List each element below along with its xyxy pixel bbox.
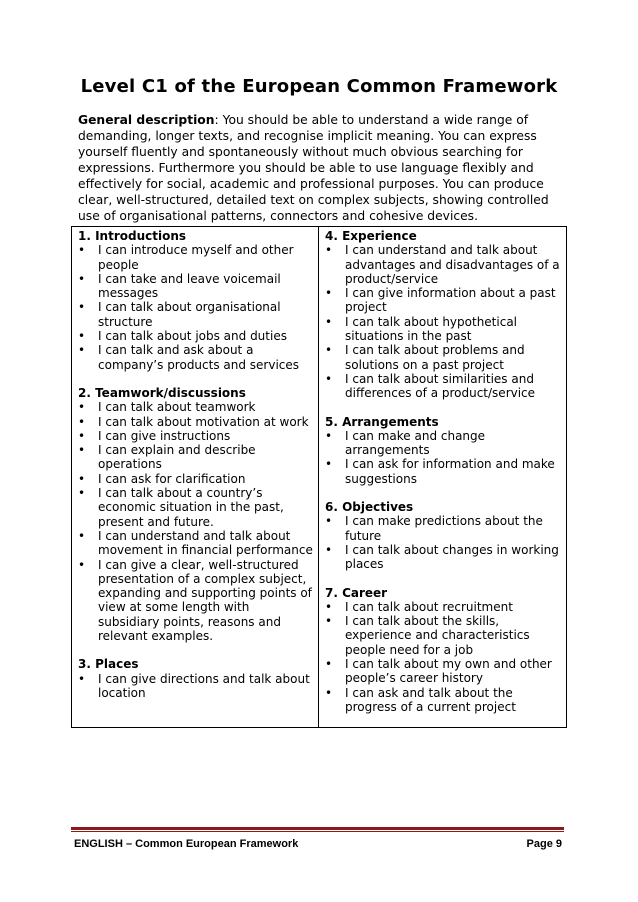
item-list [78,672,313,701]
section-experience [325,229,561,401]
list-item: • I can talk about teamwork [78,400,313,414]
list-item: • I can talk about organisational structure [78,300,313,329]
item-list [325,429,561,486]
list-item: • I can ask and talk about the progress of a current project [325,686,561,715]
list-item: • I can introduce myself and other people [78,243,313,272]
list-item: • I can ask for information and make suggestions [325,457,561,486]
description-text: : You should be able to understand a wide range of demanding, longer texts, and recognise implicit meaning. You can express yourself fluently and spontaneously without much obvious searching for expressions. Furthermore you should be able to use language flexibly and effectively for social, academic and professional purposes. You can produce clear, well-structured, detailed text on complex subjects, showing controlled use of organisational patterns, connectors and cohesive devices. [78,113,549,223]
list-item: • I can make predictions about the future [325,514,561,543]
list-item: • I can give information about a past project [325,286,561,315]
list-item: • I can explain and describe operations [78,443,313,472]
section-objectives [325,500,561,571]
list-item: • I can talk about a country’s economic situation in the past, present and future. [78,486,313,529]
page-footer [74,838,562,850]
list-item: • I can ask for clarification [78,472,313,486]
item-list [78,243,313,372]
footer-title: ENGLISH – Common European Framework [74,838,299,850]
list-item: • I can give a clear, well-structured presentation of a complex subject, expanding and supporting points of view at some length with subsidiary points, reasons and relevant examples. [78,558,313,644]
page-title: Level C1 of the European Common Framework [80,76,558,97]
can-do-table [71,226,567,728]
list-item: • I can make and change arrangements [325,429,561,458]
section-arrangements [325,415,561,486]
list-item: • I can give instructions [78,429,313,443]
list-item: • I can talk about recruitment [325,600,561,614]
section-career [325,586,561,715]
list-item: • I can talk about hypothetical situations in the past [325,315,561,344]
description-label: General description [78,113,215,127]
general-description [78,112,568,224]
list-item: • I can talk about my own and other people’s career history [325,657,561,686]
list-item: • I can give directions and talk about location [78,672,313,701]
item-list [78,400,313,643]
item-list [325,514,561,571]
section-heading: 1. Introductions [78,229,187,243]
section-teamwork [78,386,313,643]
right-column [319,227,566,727]
section-heading: 3. Places [78,657,139,672]
item-list [325,243,561,400]
section-heading: 2. Teamwork/discussions [78,385,246,400]
list-item: • I can talk about changes in working places [325,543,561,572]
section-introductions [78,229,313,372]
list-item: • I can talk about jobs and duties [78,329,313,343]
list-item: • I can talk and ask about a company’s products and services [78,343,313,372]
list-item: • I can talk about problems and solutions on a past project [325,343,561,372]
section-heading: 6. Objectives [325,500,414,515]
footer-rule-thin [71,831,564,832]
list-item: • I can take and leave voicemail messages [78,272,313,301]
section-heading: 5. Arrangements [325,414,439,429]
footer-rule [71,827,564,830]
list-item: • I can understand and talk about movement in financial performance [78,529,313,558]
list-item: • I can understand and talk about advantages and disadvantages of a product/service [325,243,561,286]
list-item: • I can talk about motivation at work [78,415,313,429]
section-places [78,657,313,700]
section-heading: 4. Experience [325,229,417,243]
section-heading: 7. Career [325,585,388,600]
item-list [325,600,561,714]
left-column [72,227,319,727]
list-item: • I can talk about the skills, experience and characteristics people need for a job [325,614,561,657]
list-item: • I can talk about similarities and differences of a product/service [325,372,561,401]
page-number: Page 9 [526,838,562,850]
